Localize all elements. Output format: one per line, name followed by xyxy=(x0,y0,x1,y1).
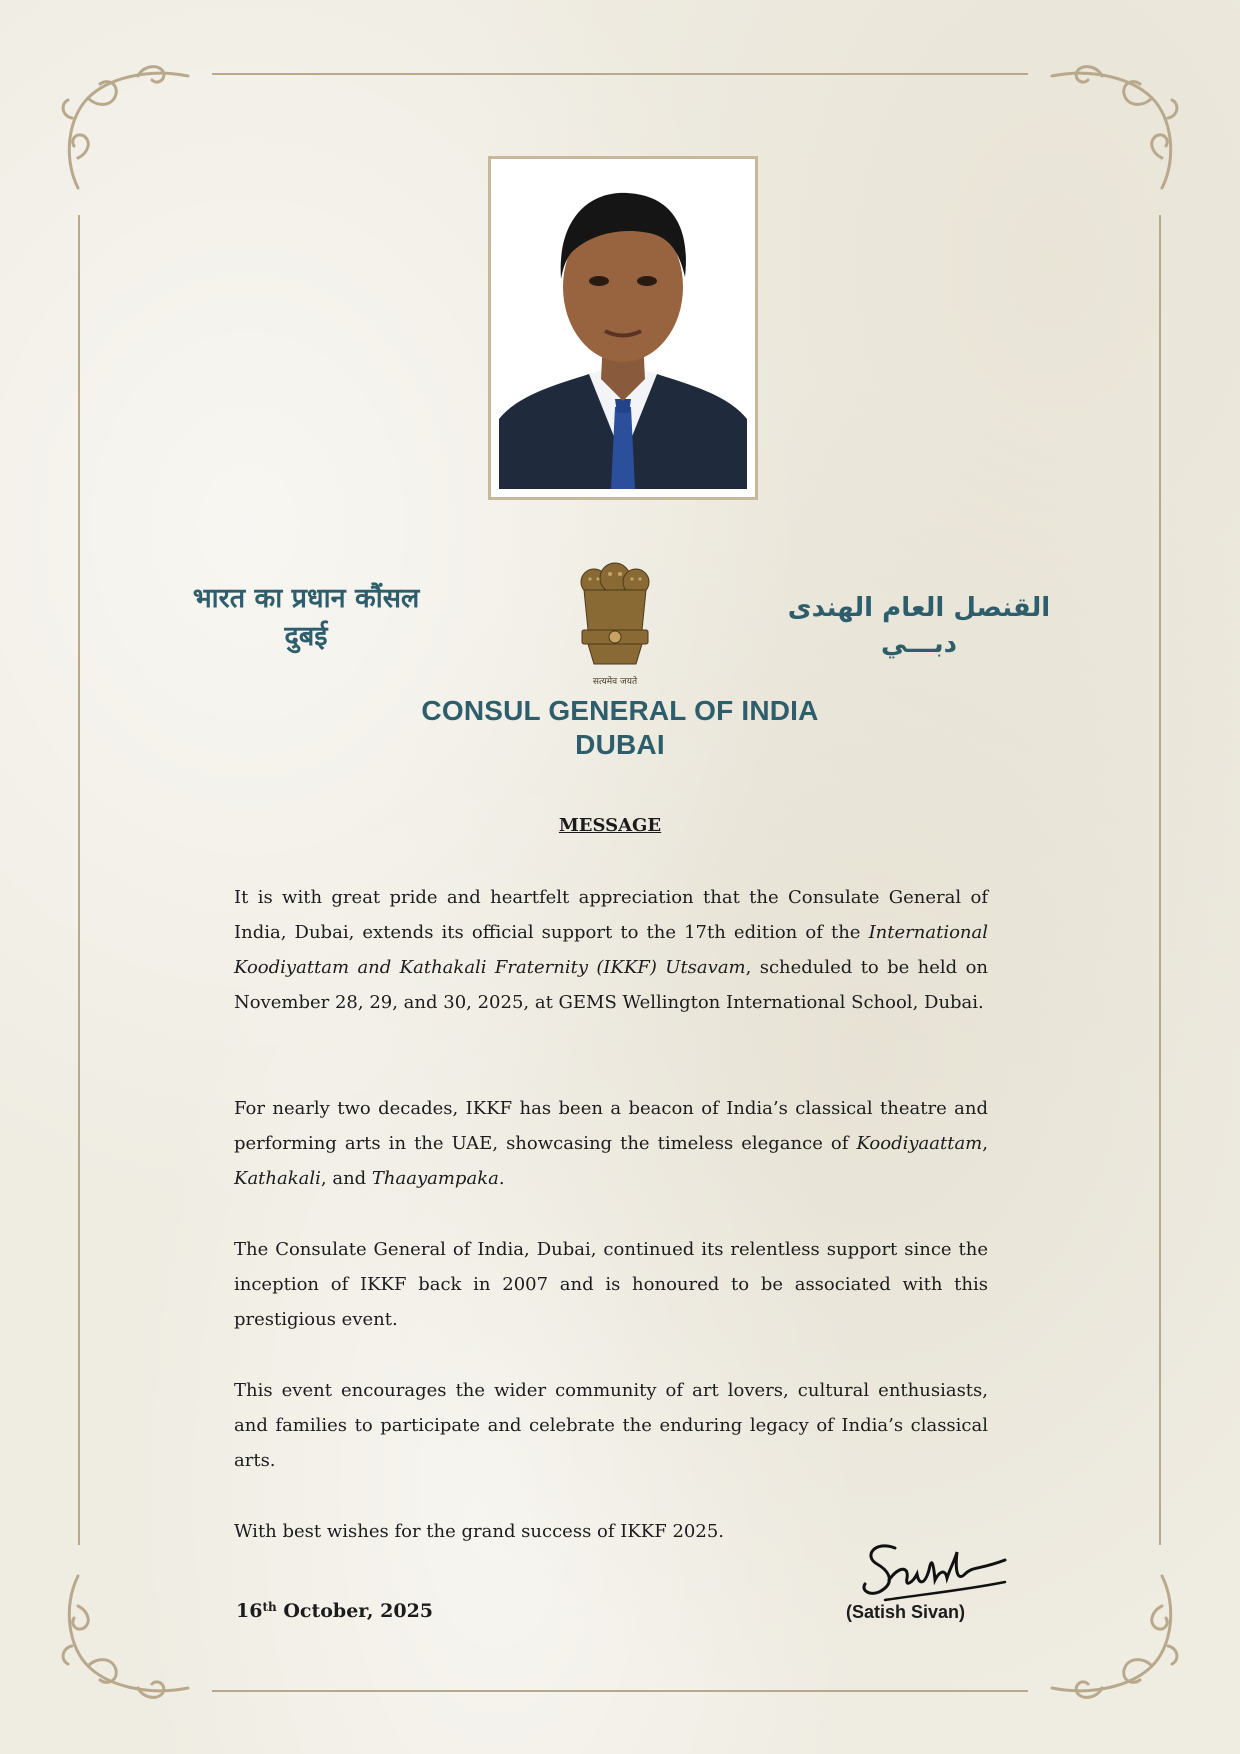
frame-top-line xyxy=(212,73,1028,75)
p1-event-name: International Koodiyattam and Kathakali Fraternity (IKKF) Utsavam xyxy=(234,922,988,978)
frame-bottom-line xyxy=(212,1690,1028,1692)
p1-text-b: , scheduled to be held on November 28, 29, and 30, 2025, at GEMS Wellington International School, Dubai. xyxy=(234,957,989,1013)
p2-art-1: Koodiyaattam xyxy=(856,1133,983,1154)
date-day: 16 xyxy=(236,1600,263,1622)
p2-end: . xyxy=(498,1168,505,1189)
portrait-frame xyxy=(488,156,758,500)
p2-art-2: Kathakali xyxy=(234,1168,321,1189)
message-paragraph-4: This event encourages the wider community of art lovers, cultural enthusiasts, and families to participate and celebrate the enduring legacy of India’s classical arts. xyxy=(234,1380,988,1471)
p2-sep-2: , and xyxy=(320,1168,372,1189)
office-title-line-1: CONSUL GENERAL OF INDIA xyxy=(421,695,819,726)
hindi-line-1: भारत का प्रधान कौंसल xyxy=(192,583,420,614)
arabic-line-1: القنصل العام الهندى xyxy=(787,593,1051,623)
date-month-year: October, 2025 xyxy=(276,1600,434,1622)
corner-ornament-bottom-left xyxy=(58,1556,198,1706)
p2-art-3: Thaayampaka xyxy=(371,1168,499,1189)
national-emblem-icon xyxy=(572,560,658,670)
arabic-line-2: دبـــي xyxy=(880,629,958,659)
p1-text-a: It is with great pride and heartfelt appreciation that the Consulate General of India, Dubai, extends its official support to the 17th edition of the xyxy=(234,887,988,943)
p2-sep-1: , xyxy=(982,1133,988,1154)
emblem-motto: सत्यमेव जयते xyxy=(592,677,638,687)
message-paragraph-2 xyxy=(234,1091,988,1196)
frame-left-line xyxy=(78,215,80,1545)
office-title xyxy=(340,694,900,762)
message-heading: MESSAGE xyxy=(558,815,662,836)
arabic-office-name xyxy=(774,590,1064,662)
message-paragraph-5: With best wishes for the grand success of IKKF 2025. xyxy=(234,1521,724,1542)
corner-ornament-top-right xyxy=(1042,58,1182,208)
corner-ornament-bottom-right xyxy=(1042,1556,1182,1706)
office-title-line-2: DUBAI xyxy=(575,729,665,760)
date-suffix: th xyxy=(262,1600,277,1614)
corner-ornament-top-left xyxy=(58,58,198,208)
frame-right-line xyxy=(1159,215,1161,1545)
hindi-office-name xyxy=(176,580,436,656)
letter-date xyxy=(236,1600,433,1622)
p2-text-a: For nearly two decades, IKKF has been a beacon of India’s classical theatre and performing arts in the UAE, showcasing the timeless elegance of xyxy=(234,1098,988,1154)
handwritten-signature xyxy=(855,1530,1015,1610)
signatory-name: (Satish Sivan) xyxy=(846,1602,966,1622)
portrait-photo xyxy=(499,169,747,489)
hindi-line-2: दुबई xyxy=(284,621,328,652)
message-paragraph-1 xyxy=(234,880,988,1020)
message-paragraph-3: The Consulate General of India, Dubai, continued its relentless support since the inception of IKKF back in 2007 and is honoured to be associated with this prestigious event. xyxy=(234,1239,988,1330)
